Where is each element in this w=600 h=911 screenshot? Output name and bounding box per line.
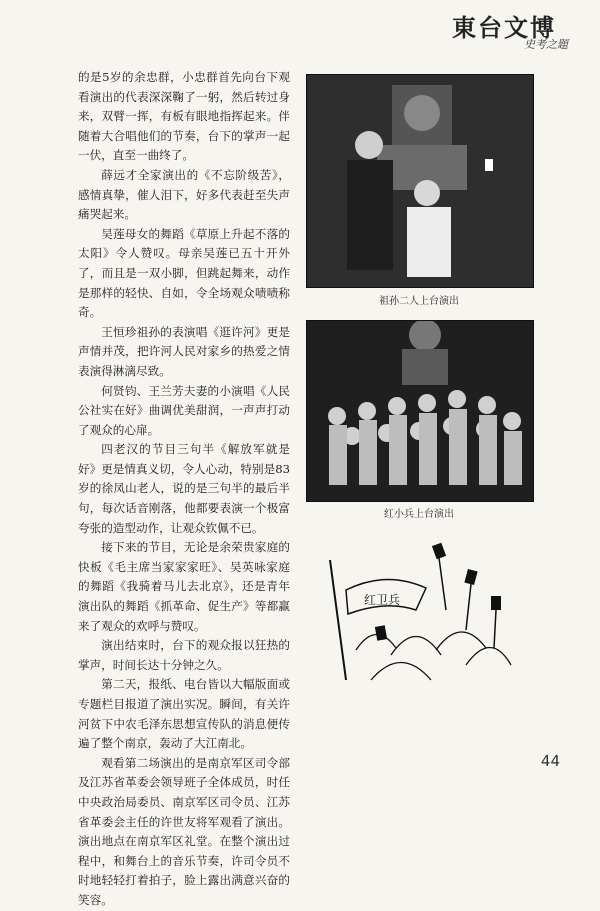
photo-image: [307, 75, 533, 287]
photo-image: [307, 321, 533, 501]
paragraph: 何贤钧、王兰芳夫妻的小演唱《人民公社实在好》曲调优美甜润，一声声打动了观众的心扉。: [78, 383, 290, 437]
paragraph: 薛远才全家演出的《不忘阶级苦》，感情真挚，催人泪下，好多代表赶至失声痛哭起来。: [78, 167, 290, 222]
paragraph: 的是5岁的余忠群，小忠群首先向台下观看演出的代表深深鞠了一躬，然后转过身来，双臂一挥，有板有眼地指挥起来。伴随着大合唱他们的节奏，台下的掌声一起一伏，直至一曲终了。: [78, 70, 290, 163]
crowd-sketch: [316, 530, 516, 690]
photo-grandparent-child: [306, 74, 534, 288]
paragraph: 演出结束时，台下的观众报以狂热的掌声，时间长达十分钟之久。: [78, 638, 290, 672]
banner-text: 红卫兵: [364, 593, 401, 607]
article-body: [78, 68, 290, 911]
masthead-title: 東台文博: [452, 13, 556, 42]
paragraph: 吴莲母女的舞蹈《草原上升起不落的太阳》令人赞叹。母亲吴莲已五十开外了，而且是一双小脚，但跳起舞来，动作是那样的轻快、自如，令全场观众啧啧称奇。: [78, 226, 290, 320]
paragraph: 王恒珍祖孙的表演唱《逛许河》更是声情并茂，把许河人民对家乡的热爱之情表演得淋漓尽致。: [78, 324, 290, 378]
illustration-crowd: [316, 530, 516, 690]
paragraph: 四老汉的节目三句半《解放军就是好》更是情真义切，令人心动，特别是83岁的徐凤山老人，说的是三句半的最后半句，每次话音刚落，他都要表演一个极富夸张的造型动作，让观众钦佩不已。: [78, 442, 290, 535]
paragraph: 接下来的节目，无论是余荣贵家庭的快板《毛主席当家家家旺》、吴英咏家庭的舞蹈《我骑着马儿去北京》，还是青年演出队的舞蹈《抓革命、促生产》等都赢来了观众的欢呼与赞叹。: [78, 540, 290, 633]
page-number: 44: [540, 752, 560, 770]
paragraph: 观看第二场演出的是南京军区司令部及江苏省革委会领导班子全体成员，时任中央政治局委员、南京军区司令员、江苏省革委会主任的许世友将军观看了演出。演出地点在南京军区礼堂。在整个演出过程中，和舞台上的音乐节奏，许司令员不时地轻轻打着拍子，脸上露出满意兴奋的笑容。: [78, 755, 290, 907]
masthead-signature: 史考之題: [524, 38, 568, 51]
paragraph: 第二天，报纸、电台皆以大幅版面或专题栏目报道了演出实况。瞬间，有关许河贫下中农毛泽东思想宣传队的消息便传遍了整个南京，轰动了大江南北。: [78, 677, 290, 751]
photo-red-guards: [306, 320, 534, 502]
photo-caption: 祖孙二人上台演出: [379, 296, 459, 307]
photo-caption: 红小兵上台演出: [384, 509, 454, 520]
